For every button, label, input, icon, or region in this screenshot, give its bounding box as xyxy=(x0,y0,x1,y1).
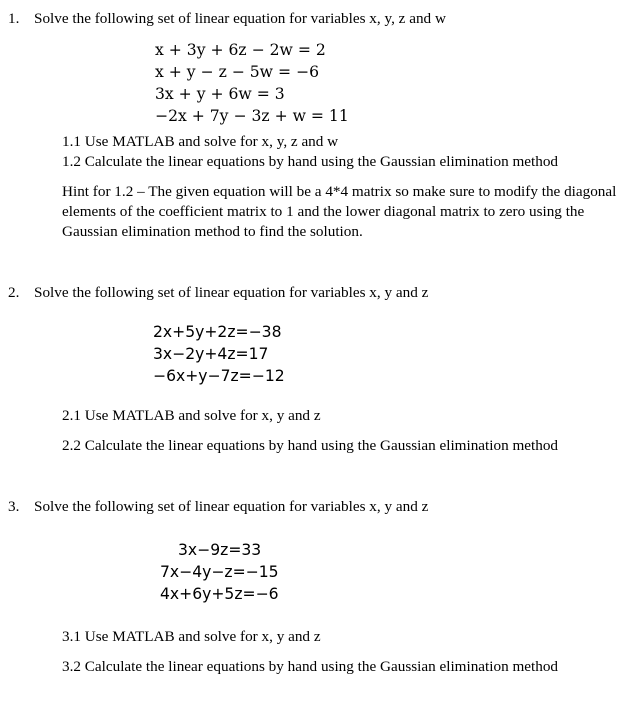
q1-equation-4: −2x + 7y − 3z + w = 11 xyxy=(155,107,349,125)
q3-prompt: Solve the following set of linear equation for variables x, y and z xyxy=(34,498,429,515)
q3-part-1: 3.1 Use MATLAB and solve for x, y and z xyxy=(62,628,321,645)
q2-equation-3: −6x+y−7z=−12 xyxy=(153,367,285,385)
q3-equation-3: 4x+6y+5z=−6 xyxy=(160,585,279,603)
q1-number: 1. xyxy=(8,10,20,27)
q2-prompt: Solve the following set of linear equation for variables x, y and z xyxy=(34,284,429,301)
q1-hint: Hint for 1.2 – The given equation will be a 4*4 matrix so make sure to modify the diagonal elements of the coefficient matrix to 1 and the lower diagonal matrix to zero using the Gaussian elimination method to find the solution. xyxy=(62,183,617,240)
q2-equation-1: 2x+5y+2z=−38 xyxy=(153,323,282,341)
q1-prompt: Solve the following set of linear equation for variables x, y, z and w xyxy=(34,10,446,27)
q3-part-2: 3.2 Calculate the linear equations by hand using the Gaussian elimination method xyxy=(62,658,559,675)
q1-equation-2: x + y − z − 5w = −6 xyxy=(155,63,319,81)
q1-equation-3: 3x + y + 6w = 3 xyxy=(155,85,285,103)
q3-number: 3. xyxy=(8,498,20,515)
q3-equation-1: 3x−9z=33 xyxy=(178,541,262,559)
q2-equation-2: 3x−2y+4z=17 xyxy=(153,345,269,363)
q3-equation-2: 7x−4y−z=−15 xyxy=(160,563,279,581)
q2-number: 2. xyxy=(8,284,20,301)
q1-part-1: 1.1 Use MATLAB and solve for x, y, z and w xyxy=(62,133,339,150)
q2-part-1: 2.1 Use MATLAB and solve for x, y and z xyxy=(62,407,321,424)
q1-part-2: 1.2 Calculate the linear equations by hand using the Gaussian elimination method xyxy=(62,153,559,170)
q2-part-2: 2.2 Calculate the linear equations by hand using the Gaussian elimination method xyxy=(62,437,559,454)
q1-equation-1: x + 3y + 6z − 2w = 2 xyxy=(155,41,326,59)
